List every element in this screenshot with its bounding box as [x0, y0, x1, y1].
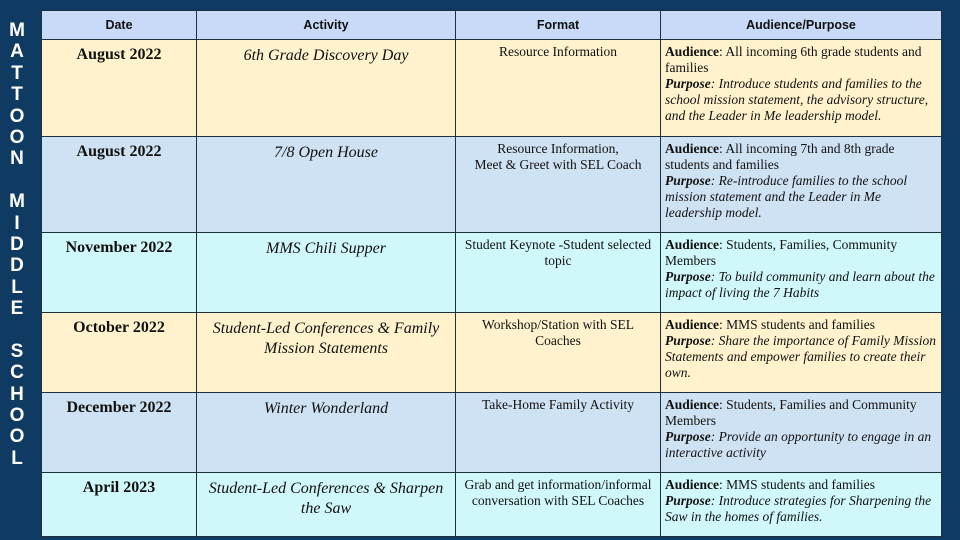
side-letter: T — [11, 62, 23, 84]
side-letter: S — [10, 340, 24, 362]
side-letter: E — [10, 298, 24, 320]
table-row — [42, 233, 942, 313]
side-letter: D — [10, 255, 24, 277]
side-letter: O — [9, 405, 25, 427]
audience-purpose-cell — [661, 393, 942, 473]
side-letter: M — [9, 191, 25, 213]
side-letter — [0, 319, 34, 340]
date-cell: November 2022 — [42, 233, 197, 313]
side-letter: I — [14, 212, 20, 234]
audience-text: : MMS students and families — [719, 317, 875, 332]
format-cell: Take-Home Family Activity — [456, 393, 661, 473]
purpose-text: : Re-introduce families to the school mission statement and the Leader in Me leadership model. — [665, 173, 908, 220]
activity-cell: 7/8 Open House — [197, 137, 456, 233]
side-letter — [0, 170, 34, 191]
format-cell: Resource Information — [456, 40, 661, 137]
date-cell: August 2022 — [42, 40, 197, 137]
audience-purpose-cell — [661, 233, 942, 313]
table-row — [42, 40, 942, 137]
side-letter: A — [10, 41, 24, 63]
audience-purpose-cell — [661, 313, 942, 393]
format-cell: Grab and get information/informal conversation with SEL Coaches — [456, 473, 661, 537]
audience-label: Audience — [665, 237, 719, 252]
purpose-text: : Introduce students and families to the school mission statement, the advisory structure, and the Leader in Me leadership model. — [665, 76, 929, 123]
purpose-label: Purpose — [665, 429, 711, 444]
audience-purpose-cell — [661, 473, 942, 537]
side-letter: O — [9, 426, 25, 448]
purpose-label: Purpose — [665, 173, 711, 188]
audience-text: : All incoming 7th and 8th grade students and families — [665, 141, 895, 172]
date-cell: October 2022 — [42, 313, 197, 393]
purpose-label: Purpose — [665, 76, 711, 91]
side-letter: M — [9, 20, 25, 41]
purpose-text: : Provide an opportunity to engage in an interactive activity — [665, 429, 932, 460]
audience-label: Audience — [665, 141, 719, 156]
side-letter: H — [10, 383, 24, 405]
format-cell — [456, 137, 661, 233]
purpose-text: : Share the importance of Family Mission Statements and empower families to create their own. — [665, 333, 936, 380]
purpose-label: Purpose — [665, 333, 711, 348]
format-line: Meet & Greet with SEL Coach — [474, 157, 642, 172]
side-letter: N — [10, 148, 24, 170]
audience-label: Audience — [665, 317, 719, 332]
table-row — [42, 313, 942, 393]
purpose-label: Purpose — [665, 493, 711, 508]
audience-purpose-cell — [661, 40, 942, 137]
events-table — [41, 10, 942, 537]
activity-cell: Student-Led Conferences & Family Mission Statements — [197, 313, 456, 393]
table-row — [42, 137, 942, 233]
audience-purpose-cell — [661, 137, 942, 233]
activity-cell: MMS Chili Supper — [197, 233, 456, 313]
audience-text: : All incoming 6th grade students and families — [665, 44, 922, 75]
activity-cell: Student-Led Conferences & Sharpen the Saw — [197, 473, 456, 537]
format-cell: Workshop/Station with SEL Coaches — [456, 313, 661, 393]
side-letter: O — [9, 105, 25, 127]
side-letter: L — [11, 276, 23, 298]
audience-text: : Students, Families and Community Members — [665, 397, 917, 428]
side-letter: O — [9, 126, 25, 148]
date-cell: August 2022 — [42, 137, 197, 233]
date-cell: April 2023 — [42, 473, 197, 537]
audience-text: : Students, Families, Community Members — [665, 237, 898, 268]
table-header-row — [42, 11, 942, 40]
table-row — [42, 393, 942, 473]
format-cell: Student Keynote -Student selected topic — [456, 233, 661, 313]
purpose-text: : Introduce strategies for Sharpening the Saw in the homes of families. — [665, 493, 932, 524]
header-date: Date — [42, 11, 197, 40]
header-audience-purpose: Audience/Purpose — [661, 11, 942, 40]
audience-label: Audience — [665, 44, 719, 59]
purpose-text: : To build community and learn about the impact of living the 7 Habits — [665, 269, 935, 300]
header-activity: Activity — [197, 11, 456, 40]
audience-text: : MMS students and families — [719, 477, 875, 492]
activity-cell: 6th Grade Discovery Day — [197, 40, 456, 137]
side-letter: L — [11, 447, 23, 469]
audience-label: Audience — [665, 477, 719, 492]
date-cell: December 2022 — [42, 393, 197, 473]
header-format: Format — [456, 11, 661, 40]
table-row — [42, 473, 942, 537]
side-letter: T — [11, 84, 23, 106]
audience-label: Audience — [665, 397, 719, 412]
activity-cell: Winter Wonderland — [197, 393, 456, 473]
format-line: Resource Information, — [497, 141, 619, 156]
side-letter: C — [10, 362, 24, 384]
purpose-label: Purpose — [665, 269, 711, 284]
side-letter: D — [10, 233, 24, 255]
school-name-vertical — [0, 20, 34, 469]
